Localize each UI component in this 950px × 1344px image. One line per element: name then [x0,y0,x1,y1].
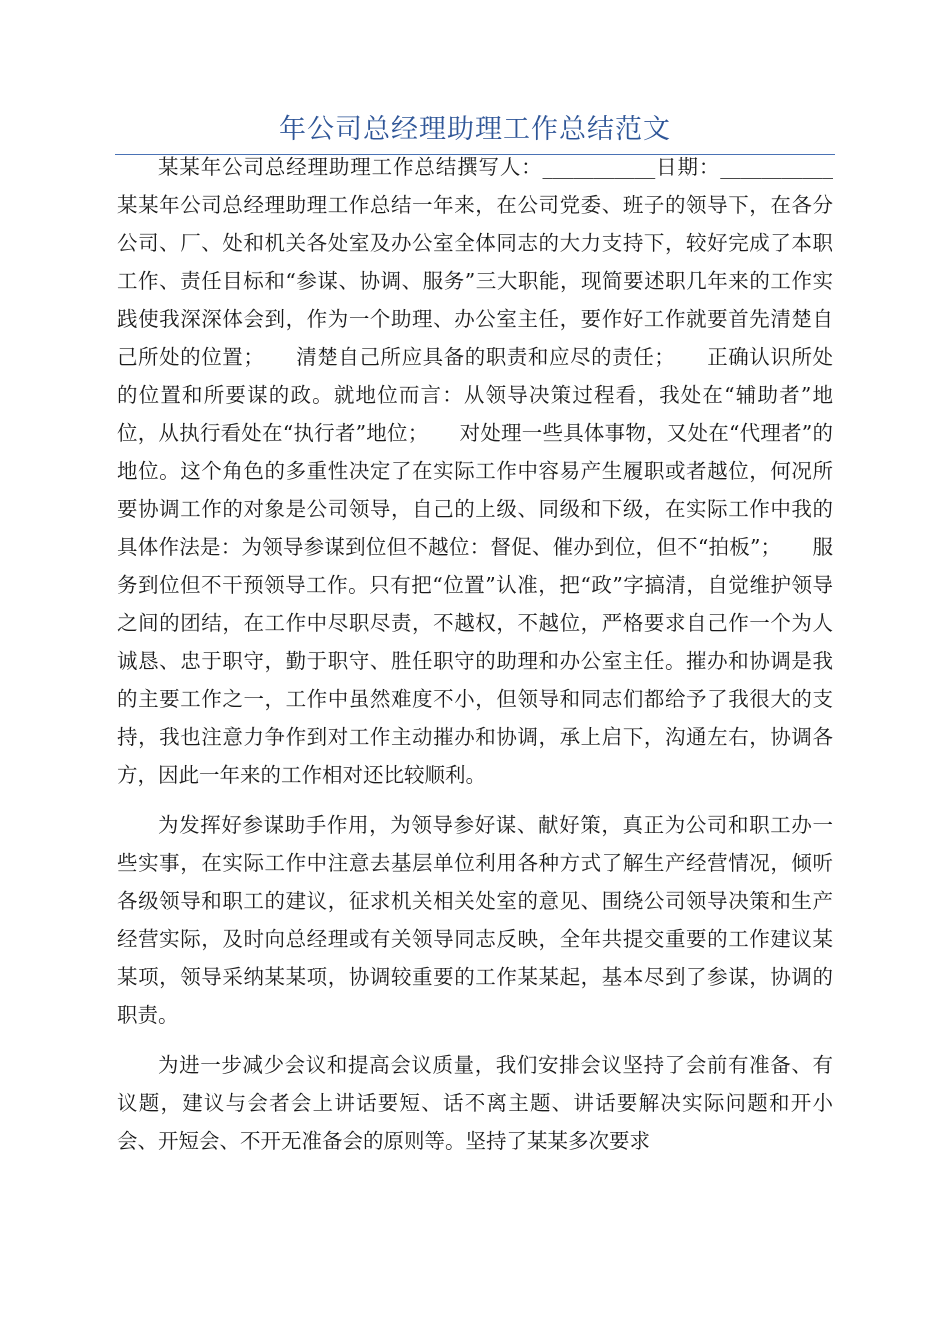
paragraph-2: 为发挥好参谋助手作用，为领导参好谋、献好策，真正为公司和职工办一些实事，在实际工作中注意去基层单位利用各种方式了解生产经营情况，倾听各级领导和职工的建议，征求机关相关处室的意见、围绕公司领导决策和生产经营实际，及时向总经理或有关领导同志反映，全年共提交重要的工作建议某某项，领导采纳某某项，协调较重要的工作某某起，基本尽到了参谋，协调的职责。 [117,813,833,1027]
paragraph-1: 某某年公司总经理助理工作总结撰写人：___________日期：___________某某年公司总经理助理工作总结一年来，在公司党委、班子的领导下，在各分公司、厂、处和机关各处室及办公室全体同志的大力支持下，较好完成了本职工作、责任目标和“参谋、协调、服务”三大职能，现简要述职几年来的工作实践使我深深体会到，作为一个助理、办公室主任，要作好工作就要首先清楚自己所处的位置； 清楚自己所应具备的职责和应尽的责任； 正确认识所处的位置和所要谋的政。就地位而言：从领导决策过程看，我处在“辅助者”地位，从执行看处在“执行者”地位； 对处理一些具体事物，又处在“代理者”的地位。这个角色的多重性决定了在实际工作中容易产生履职或者越位，何况所要协调工作的对象是公司领导，自己的上级、同级和下级，在实际工作中我的具体作法是：为领导参谋到位但不越位：督促、催办到位，但不“拍板”； 服务到位但不干预领导工作。只有把“位置”认准，把“政”字搞清，自觉维护领导之间的团结，在工作中尽职尽责，不越权，不越位，严格要求自己作一个为人诚恳、忠于职守，勤于职守、胜任职守的助理和办公室主任。摧办和协调是我的主要工作之一，工作中虽然难度不小，但领导和同志们都给予了我很大的支持，我也注意力争作到对工作主动摧办和协调，承上启下，沟通左右，协调各方，因此一年来的工作相对还比较顺利。 [117,155,833,787]
document-body [117,148,833,1160]
document-title: 年公司总经理助理工作总结范文 [279,114,671,145]
paragraph-3: 为进一步减少会议和提高会议质量，我们安排会议坚持了会前有准备、有议题，建议与会者会上讲话要短、话不离主题、讲话要解决实际问题和开小会、开短会、不开无准备会的原则等。坚持了某某多次要求 [117,1053,833,1153]
